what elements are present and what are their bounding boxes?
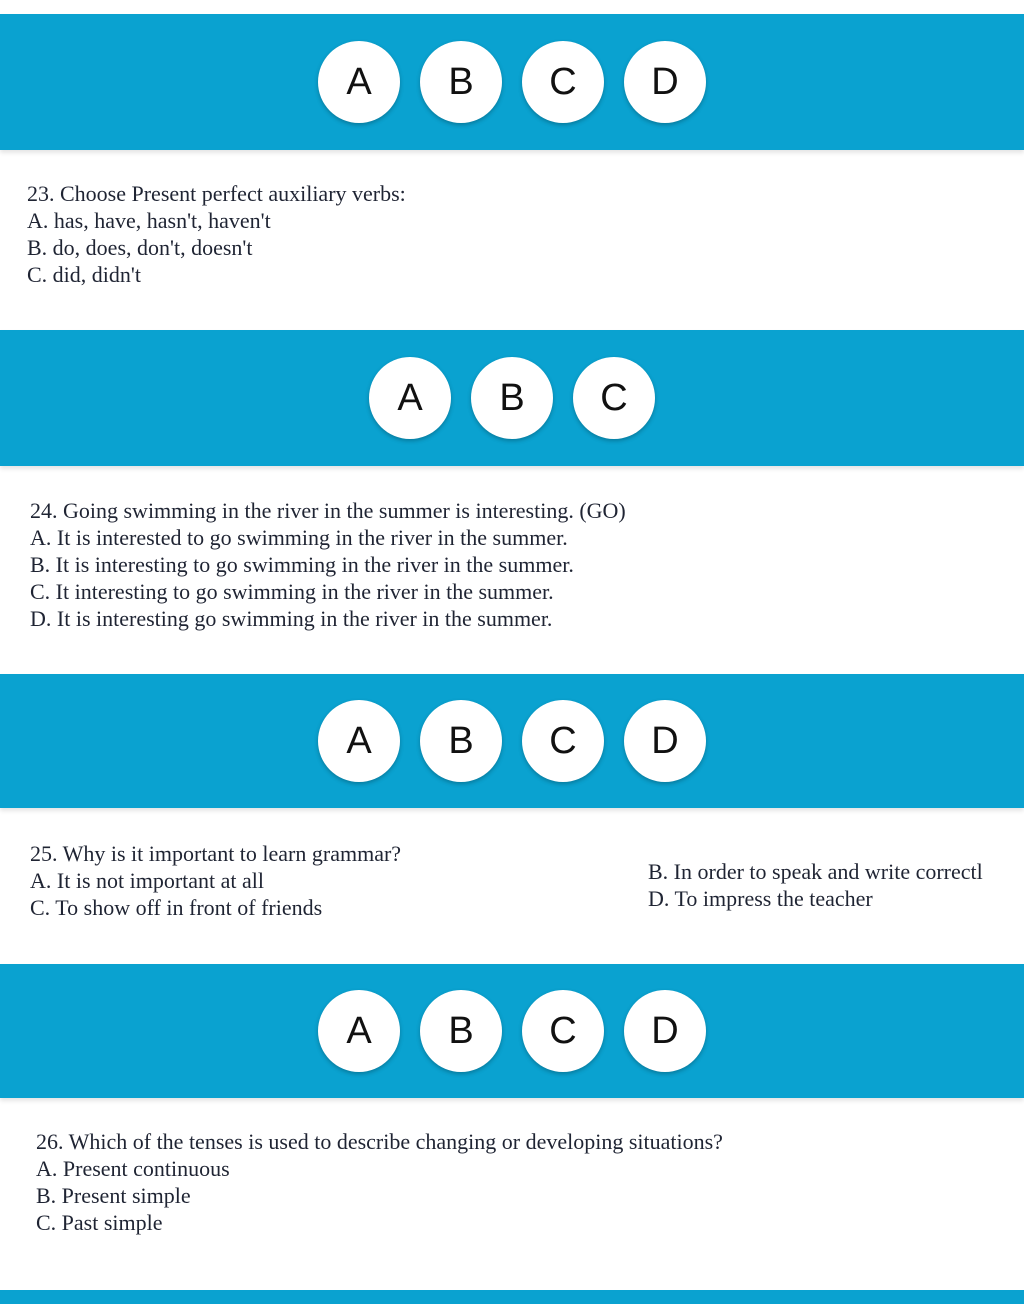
answer-button-a[interactable]: A bbox=[318, 700, 400, 782]
question-26 bbox=[0, 1128, 1024, 1236]
answer-button-b[interactable]: B bbox=[471, 357, 553, 439]
option-a: A. It is not important at all bbox=[30, 868, 265, 893]
question-title: 25. Why is it important to learn grammar? bbox=[30, 841, 402, 866]
answer-button-c[interactable]: C bbox=[522, 41, 604, 123]
answer-band-4 bbox=[0, 964, 1024, 1098]
answer-band-5-partial bbox=[0, 1290, 1024, 1304]
answer-button-a[interactable]: A bbox=[369, 357, 451, 439]
answer-button-b[interactable]: B bbox=[420, 41, 502, 123]
option-c: C. It interesting to go swimming in the river in the summer. bbox=[30, 579, 554, 604]
answer-button-a[interactable]: A bbox=[318, 990, 400, 1072]
answer-button-c[interactable]: C bbox=[522, 990, 604, 1072]
answer-button-c[interactable]: C bbox=[573, 357, 655, 439]
question-25 bbox=[0, 840, 1024, 930]
answer-button-b[interactable]: B bbox=[420, 990, 502, 1072]
question-25-left-column bbox=[30, 840, 401, 921]
question-title: 26. Which of the tenses is used to describe changing or developing situations? bbox=[36, 1129, 723, 1154]
answer-button-b[interactable]: B bbox=[420, 700, 502, 782]
option-d: D. To impress the teacher bbox=[648, 886, 873, 911]
answer-button-d[interactable]: D bbox=[624, 41, 706, 123]
question-23 bbox=[0, 180, 1024, 288]
answer-band-3 bbox=[0, 674, 1024, 808]
option-a: A. It is interested to go swimming in the river in the summer. bbox=[30, 525, 568, 550]
question-24 bbox=[0, 497, 1024, 632]
option-b: B. It is interesting to go swimming in the river in the summer. bbox=[30, 552, 574, 577]
answer-button-d[interactable]: D bbox=[624, 990, 706, 1072]
answer-band-2 bbox=[0, 330, 1024, 466]
option-c: C. did, didn't bbox=[27, 262, 141, 287]
question-title: 23. Choose Present perfect auxiliary verbs: bbox=[27, 181, 406, 206]
answer-band-1 bbox=[0, 14, 1024, 150]
option-b: B. do, does, don't, doesn't bbox=[27, 235, 253, 260]
option-d: D. It is interesting go swimming in the river in the summer. bbox=[30, 606, 553, 631]
option-a: A. Present continuous bbox=[36, 1156, 230, 1181]
question-title: 24. Going swimming in the river in the summer is interesting. (GO) bbox=[30, 498, 626, 523]
question-25-right-column bbox=[648, 858, 983, 912]
answer-button-a[interactable]: A bbox=[318, 41, 400, 123]
option-a: A. has, have, hasn't, haven't bbox=[27, 208, 271, 233]
option-b: B. In order to speak and write correctl bbox=[648, 859, 983, 884]
option-c: C. Past simple bbox=[36, 1210, 163, 1235]
option-c: C. To show off in front of friends bbox=[30, 895, 323, 920]
answer-button-d[interactable]: D bbox=[624, 700, 706, 782]
answer-button-c[interactable]: C bbox=[522, 700, 604, 782]
option-b: B. Present simple bbox=[36, 1183, 191, 1208]
